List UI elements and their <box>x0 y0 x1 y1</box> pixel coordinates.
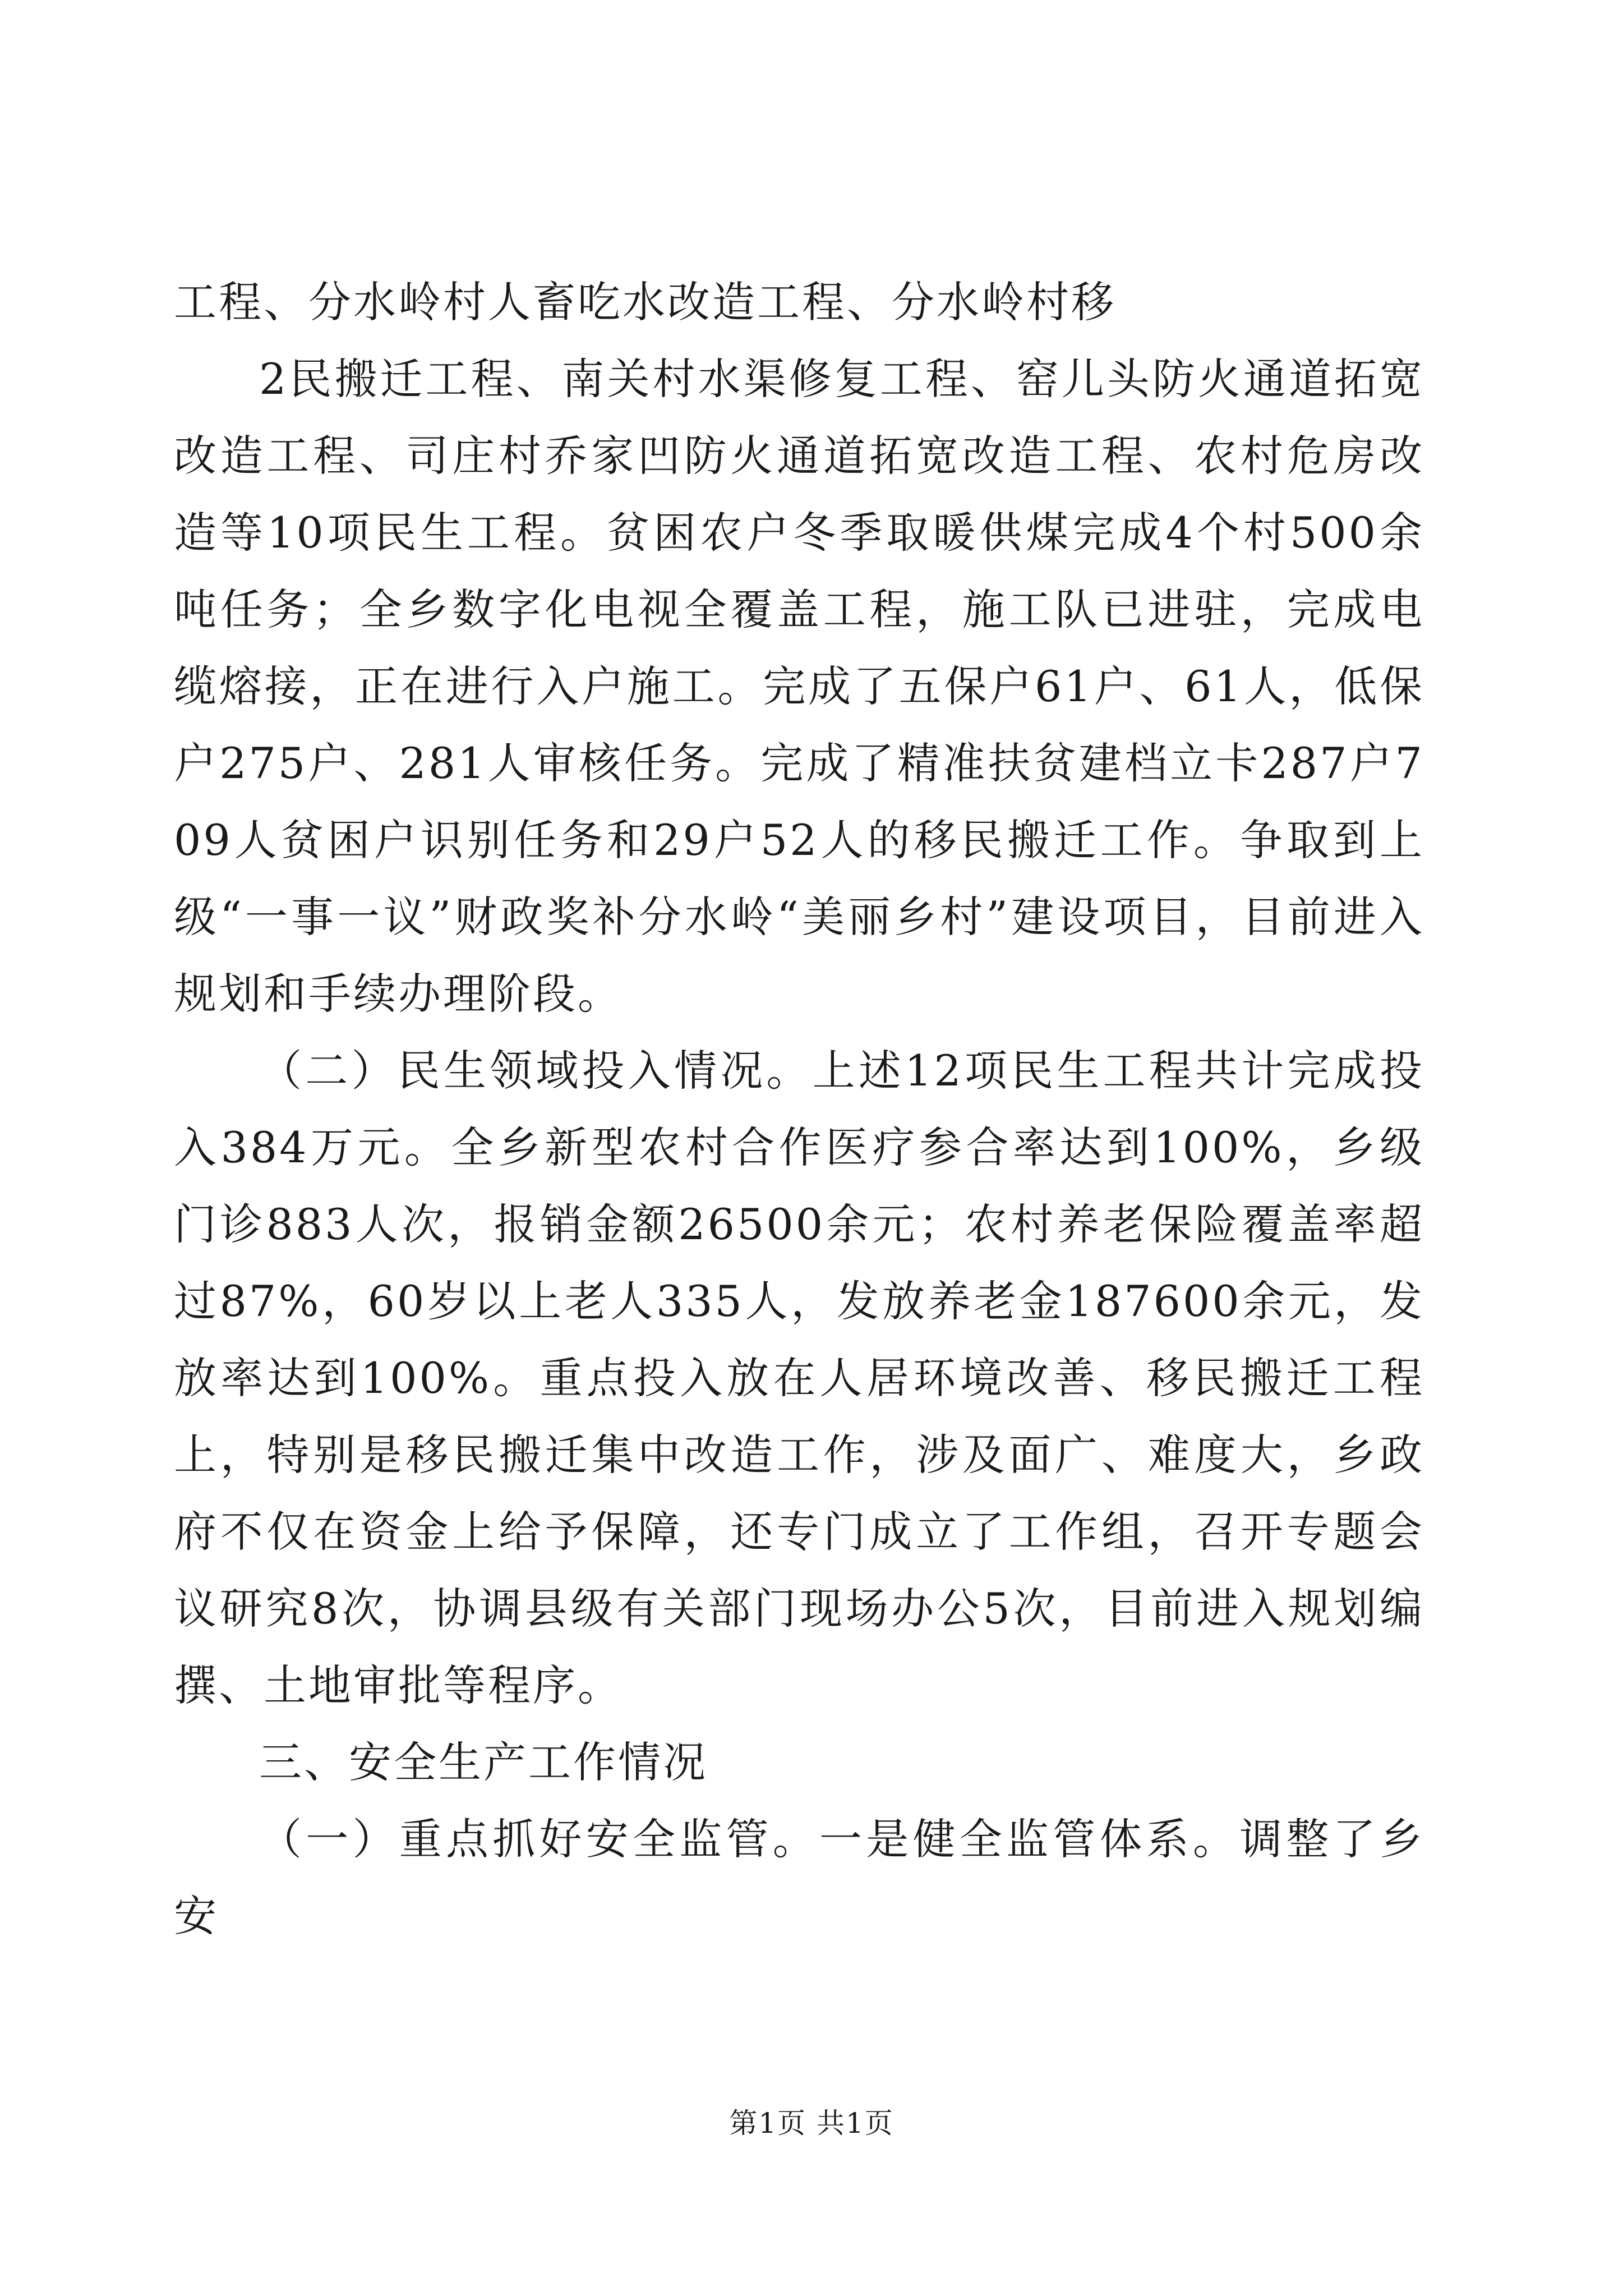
paragraph-1: 工程、分水岭村人畜吃水改造工程、分水岭村移 <box>174 277 1116 327</box>
paragraph-2: 2民搬迁工程、南关村水渠修复工程、窑儿头防火通道拓宽改造工程、司庄村乔家凹防火通道拓宽改造工程、农村危房改造等10项民生工程。贫困农户冬季取暖供煤完成4个村500余吨任务；全乡数字化电视全覆盖工程，施工队已进驻，完成电缆熔接，正在进行入户施工。完成了五保户61户、61人，低保户275户、281人审核任务。完成了精准扶贫建档立卡287户709人贫困户识别任务和29户52人的移民搬迁工作。争取到上级“一事一议”财政奖补分水岭“美丽乡村”建设项目，目前进入规划和手续办理阶段。 <box>174 354 1424 1019</box>
section-heading: 三、安全生产工作情况 <box>259 1737 708 1787</box>
page-footer: 第1页 共1页 <box>729 2107 894 2139</box>
paragraph-3: （二）民生领域投入情况。上述12项民生工程共计完成投入384万元。全乡新型农村合作医疗参合率达到100%，乡级门诊883人次，报销金额26500余元；农村养老保险覆盖率超过87%，60岁以上老人335人，发放养老金187600余元，发放率达到100%。重点投入放在人居环境改善、移民搬迁工程上，特别是移民搬迁集中改造工作，涉及面广、难度大，乡政府不仅在资金上给予保障，还专门成立了工作组，召开专题会议研究8次，协调县级有关部门现场办公5次，目前进入规划编撰、土地审批等程序。 <box>174 1046 1424 1710</box>
paragraph-5: （一）重点抓好安全监管。一是健全监管体系。调整了乡安 <box>174 1814 1424 1941</box>
document-body <box>174 264 1424 1954</box>
